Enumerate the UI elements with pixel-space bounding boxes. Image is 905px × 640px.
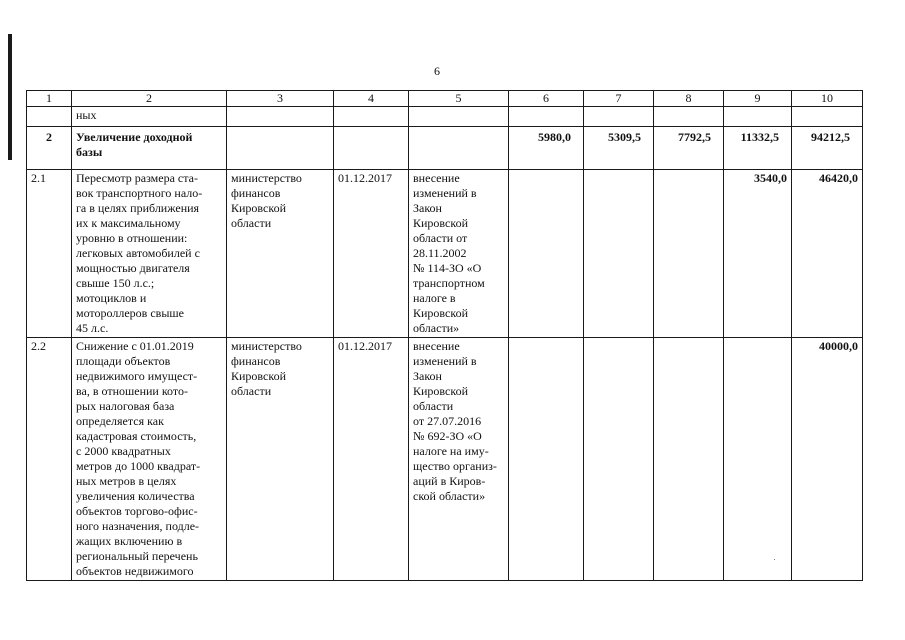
table-cell xyxy=(409,127,509,170)
column-header: 7 xyxy=(584,91,654,107)
deadline-date: 01.12.2017 xyxy=(334,338,409,581)
scan-speck xyxy=(774,559,775,560)
margin-binding-mark xyxy=(8,34,12,160)
result-text: внесение изменений в Закон Кировской области от 27.07.2016 № 692-ЗО «О налоге на иму- щество организ- аций в Киров- ской области» xyxy=(409,338,509,581)
row-index: 2.1 xyxy=(27,170,72,338)
value-col8 xyxy=(654,338,724,581)
table-cell xyxy=(792,107,863,127)
section-value-col6: 5980,0 xyxy=(509,127,584,170)
value-col9: 3540,0 xyxy=(724,170,792,338)
deadline-date: 01.12.2017 xyxy=(334,170,409,338)
column-header: 2 xyxy=(72,91,227,107)
continuation-text: ных xyxy=(72,107,227,127)
column-header: 1 xyxy=(27,91,72,107)
section-value-col9: 11332,5 xyxy=(724,127,792,170)
row-index: 2.2 xyxy=(27,338,72,581)
table-cell xyxy=(654,107,724,127)
table-cell xyxy=(584,107,654,127)
column-header: 10 xyxy=(792,91,863,107)
value-col10: 46420,0 xyxy=(792,170,863,338)
value-col8 xyxy=(654,170,724,338)
table-cell xyxy=(334,127,409,170)
measure-text: Пересмотр размера ста- вок транспортного нало- га в целях приближения их к максимальному уровню в отношении: легковых автомобилей с мощностью двигателя свыше 150 л.с.; мотоциклов и мотороллеров свыше 45 л.с. xyxy=(72,170,227,338)
section-name: Увеличение доходной базы xyxy=(72,127,227,170)
value-col10: 40000,0 xyxy=(792,338,863,581)
table-cell xyxy=(724,107,792,127)
result-text: внесение изменений в Закон Кировской области от 28.11.2002 № 114-ЗО «О транспортном налоге в Кировской области» xyxy=(409,170,509,338)
value-col7 xyxy=(584,170,654,338)
page-number: 6 xyxy=(434,64,440,78)
section-value-col10: 94212,5 xyxy=(792,127,863,170)
table-cell xyxy=(509,107,584,127)
table-cell xyxy=(27,107,72,127)
value-col9 xyxy=(724,338,792,581)
table-cell xyxy=(409,107,509,127)
table-row xyxy=(27,338,863,581)
responsible-text: министерство финансов Кировской области xyxy=(227,338,334,581)
value-col6 xyxy=(509,338,584,581)
value-col7 xyxy=(584,338,654,581)
section-index: 2 xyxy=(27,127,72,170)
responsible-text: министерство финансов Кировской области xyxy=(227,170,334,338)
section-row xyxy=(27,127,863,170)
table-cell xyxy=(334,107,409,127)
column-header: 5 xyxy=(409,91,509,107)
value-col6 xyxy=(509,170,584,338)
continuation-row xyxy=(27,107,863,127)
measures-table xyxy=(26,90,863,581)
section-value-col7: 5309,5 xyxy=(584,127,654,170)
column-header: 6 xyxy=(509,91,584,107)
column-header: 8 xyxy=(654,91,724,107)
column-header: 3 xyxy=(227,91,334,107)
measure-text: Снижение с 01.01.2019 площади объектов недвижимого имущест- ва, в отношении кото- рых налоговая база определяется как кадастровая стоимость, с 2000 квадратных метров до 1000 квадрат- ных метров в целях увеличения количества объектов торгово-офис- ного назначения, подле- жащих включению в региональный перечень объектов недвижимого xyxy=(72,338,227,581)
section-value-col8: 7792,5 xyxy=(654,127,724,170)
column-header: 9 xyxy=(724,91,792,107)
column-number-row xyxy=(27,91,863,107)
table-cell xyxy=(227,107,334,127)
table-cell xyxy=(227,127,334,170)
column-header: 4 xyxy=(334,91,409,107)
table-row xyxy=(27,170,863,338)
